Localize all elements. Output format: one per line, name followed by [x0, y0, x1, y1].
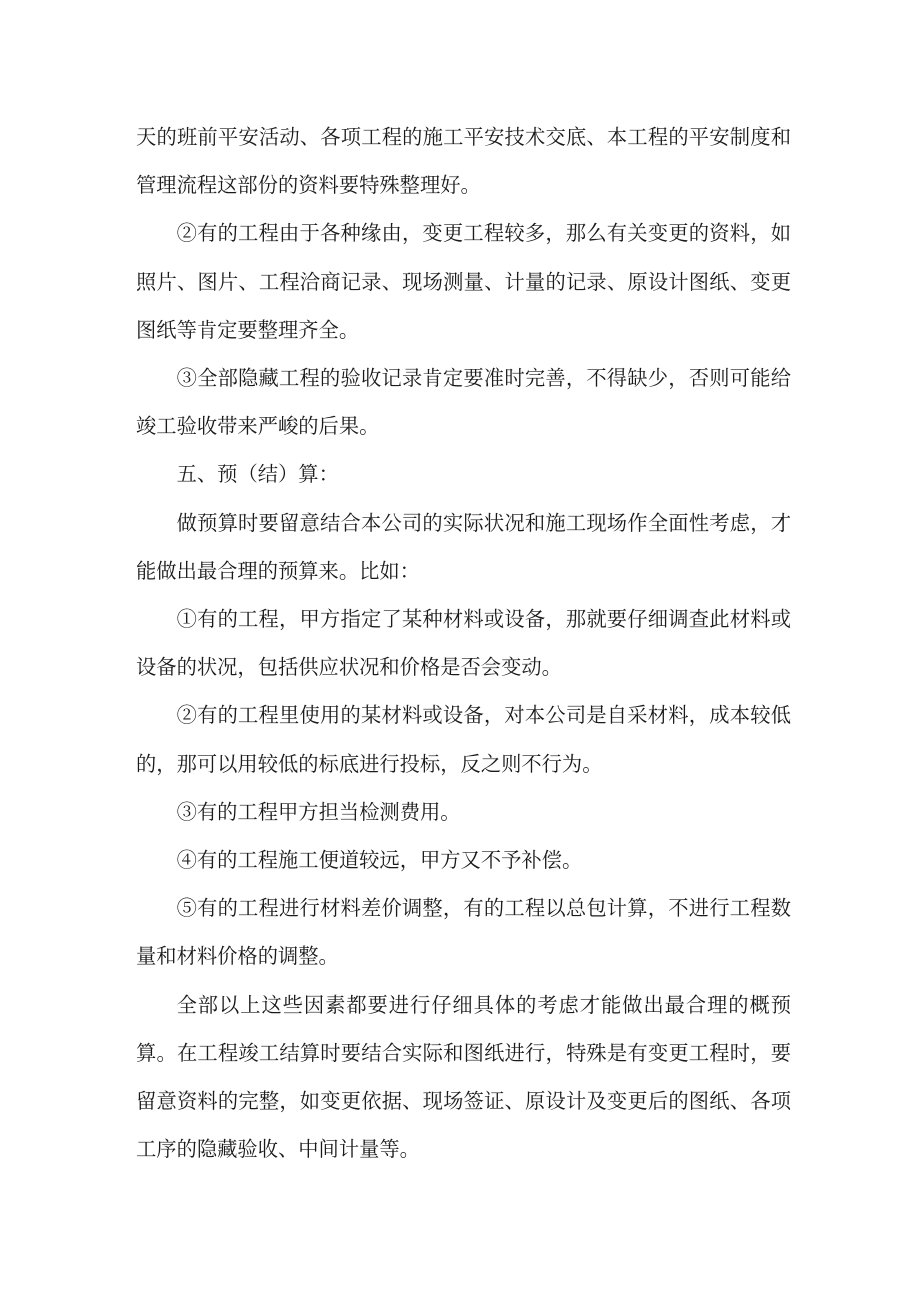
- paragraph-1: 天的班前平安活动、各项工程的施工平安技术交底、本工程的平安制度和管理流程这部份的资料要特殊整理好。: [136, 125, 791, 198]
- section-heading-budget: 五、预（结）算：: [176, 462, 339, 487]
- list-item-5: ⑤有的工程进行材料差价调整，有的工程以总包计算，不进行工程数量和材料价格的调整。: [136, 896, 791, 969]
- list-item-3: ③有的工程甲方担当检测费用。: [176, 799, 461, 824]
- document-body: [136, 113, 791, 1173]
- list-item-2: ②有的工程里使用的某材料或设备，对本公司是自采材料，成本较低的，那可以用较低的标底进行投标，反之则不行为。: [136, 703, 791, 776]
- paragraph-2: ②有的工程由于各种缘由，变更工程较多，那么有关变更的资料，如照片、图片、工程洽商记录、现场测量、计量的记录、原设计图纸、变更图纸等肯定要整理齐全。: [136, 221, 791, 342]
- paragraph-3: ③全部隐藏工程的验收记录肯定要准时完善，不得缺少，否则可能给竣工验收带来严峻的后果。: [136, 366, 791, 439]
- list-item-1: ①有的工程，甲方指定了某种材料或设备，那就要仔细调查此材料或设备的状况，包括供应状况和价格是否会变动。: [136, 607, 791, 680]
- paragraph-5: 做预算时要留意结合本公司的实际状况和施工现场作全面性考虑，才能做出最合理的预算来。比如：: [136, 510, 791, 583]
- paragraph-summary: 全部以上这些因素都要进行仔细具体的考虑才能做出最合理的概预算。在工程竣工结算时要结合实际和图纸进行，特殊是有变更工程时，要留意资料的完整，如变更依据、现场签证、原设计及变更后的图纸、各项工序的隐藏验收、中间计量等。: [136, 992, 791, 1162]
- list-item-4: ④有的工程施工便道较远，甲方又不予补偿。: [176, 848, 583, 873]
